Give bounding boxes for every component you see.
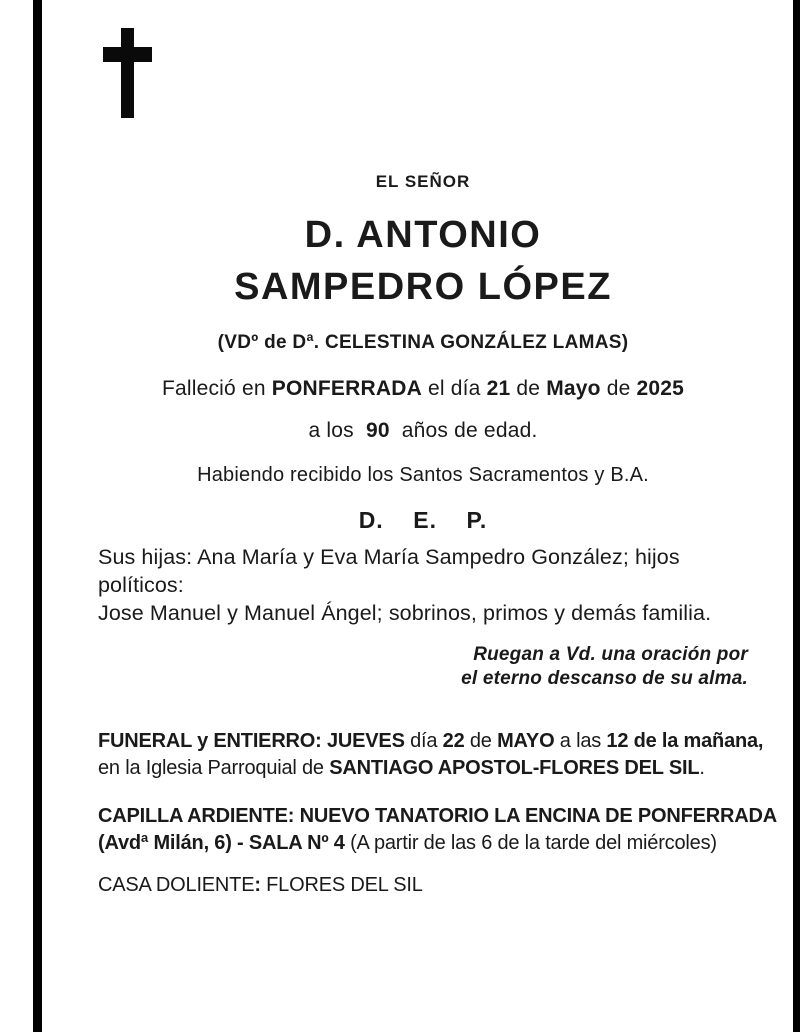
dep-line: D. E. P. xyxy=(358,507,488,533)
chapel-line2: (Avdª Milán, 6) - SALA Nº 4 (A partir de las 6 de la tarde del miércoles) xyxy=(98,832,717,854)
age-line: a los 90 años de edad. xyxy=(308,419,538,442)
death-date-line: Falleció en PONFERRADA el día 21 de Mayo de 2025 xyxy=(161,377,685,400)
right-border-band xyxy=(793,0,800,1032)
prayer-line1: Ruegan a Vd. una oración por xyxy=(473,644,748,665)
family-line1: Sus hijas: Ana María y Eva María Sampedro González; hijos políticos: xyxy=(98,545,680,597)
funeral-details xyxy=(98,728,764,782)
cross-icon xyxy=(103,28,152,118)
prayer-paragraph xyxy=(98,643,748,691)
mourning-home-line: CASA DOLIENTE: FLORES DEL SIL xyxy=(98,874,423,896)
funeral-line1: FUNERAL y ENTIERRO: JUEVES día 22 de MAYO a las 12 de la mañana, xyxy=(98,730,764,752)
deceased-name-line2: SAMPEDRO LÓPEZ xyxy=(234,266,612,308)
chapel-details xyxy=(98,803,777,857)
chapel-line1: CAPILLA ARDIENTE: NUEVO TANATORIO LA ENCINA DE PONFERRADA xyxy=(98,805,777,827)
family-paragraph xyxy=(98,543,748,627)
prayer-line2: el eterno descanso de su alma. xyxy=(461,668,748,689)
funeral-line2: en la Iglesia Parroquial de SANTIAGO APOSTOL-FLORES DEL SIL. xyxy=(98,757,705,779)
left-border-band xyxy=(33,0,42,1032)
spouse-line: (VDº de Dª. CELESTINA GONZÁLEZ LAMAS) xyxy=(217,332,629,353)
family-line2: Jose Manuel y Manuel Ángel; sobrinos, primos y demás familia. xyxy=(98,601,712,625)
cross-vertical-bar xyxy=(121,28,134,118)
sacraments-line: Habiendo recibido los Santos Sacramentos y B.A. xyxy=(197,464,649,486)
cross-horizontal-bar xyxy=(103,47,152,62)
header-el-senor: EL SEÑOR xyxy=(375,172,471,191)
deceased-name-line1: D. ANTONIO xyxy=(304,214,542,256)
